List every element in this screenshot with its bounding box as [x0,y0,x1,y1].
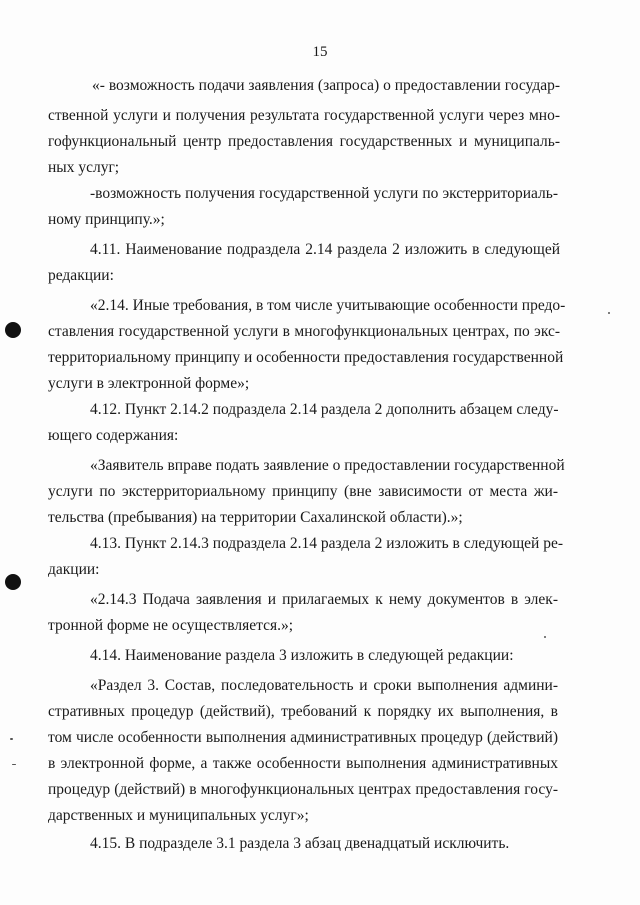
text-line: процедур (действий) в многофункциональных центрах предоставления госу- [48,781,558,798]
text-line: 4.13. Пункт 2.14.3 подраздела 2.14 раздела 2 изложить в следующей ре- [90,535,563,552]
page-number: 15 [312,44,328,60]
text-line: территориальному принципу и особенности предоставления государственной [48,349,564,366]
text-line: «Заявитель вправе подать заявление о предоставлении государственной [90,457,565,474]
text-line: в электронной форме, а также особенности выполнения административных [48,755,558,772]
text-line: «- возможность подачи заявления (запроса) о предоставлении государ- [92,77,560,94]
text-line: ных услуг; [48,159,120,176]
text-line: ющего содержания: [48,427,179,444]
text-line: стративных процедур (действий), требований к порядку их выполнения, в [48,703,558,720]
text-line: 4.15. В подразделе 3.1 раздела 3 абзац двенадцатый исключить. [90,835,510,852]
text-line: дакции: [48,561,100,578]
text-line: редакции: [48,267,114,284]
scan-speck [608,312,610,314]
text-line: ному принципу.»; [48,211,165,228]
scan-speck [544,636,546,638]
text-line: гофункциональный центр предоставления государственных и муниципаль- [48,133,560,150]
text-line: ставления государственной услуги в многофункциональных центрах, по экс- [48,323,560,340]
text-line: 4.12. Пункт 2.14.2 подраздела 2.14 раздела 2 дополнить абзацем следу- [90,401,559,418]
text-line: «2.14.3 Подача заявления и прилагаемых к нему документов в элек- [90,591,558,608]
scan-speck [10,738,13,740]
punch-hole [5,322,21,338]
text-line: -возможность получения государственной услуги по экстерриториаль- [90,185,558,202]
text-line: 4.11. Наименование подраздела 2.14 раздела 2 изложить в следующей [90,241,560,258]
text-line: услуги по экстерриториальному принципу (вне зависимости от места жи- [48,483,558,500]
text-line: дарственных и муниципальных услуг»; [48,807,309,824]
punch-hole [5,574,21,590]
text-line: ственной услуги и получения результата государственной услуги через мно- [48,107,560,124]
text-line: «2.14. Иные требования, в том числе учитывающие особенности предо- [90,297,566,314]
text-line: 4.14. Наименование раздела 3 изложить в следующей редакции: [90,647,514,664]
text-line: том числе особенности выполнения административных процедур (действий) [48,729,558,746]
text-line: «Раздел 3. Состав, последовательность и сроки выполнения админи- [90,677,558,694]
text-line: тельства (пребывания) на территории Сахалинской области).»; [48,509,463,526]
scan-speck [12,764,16,765]
text-line: тронной форме не осуществляется.»; [48,617,294,634]
text-line: услуги в электронной форме»; [48,375,250,392]
